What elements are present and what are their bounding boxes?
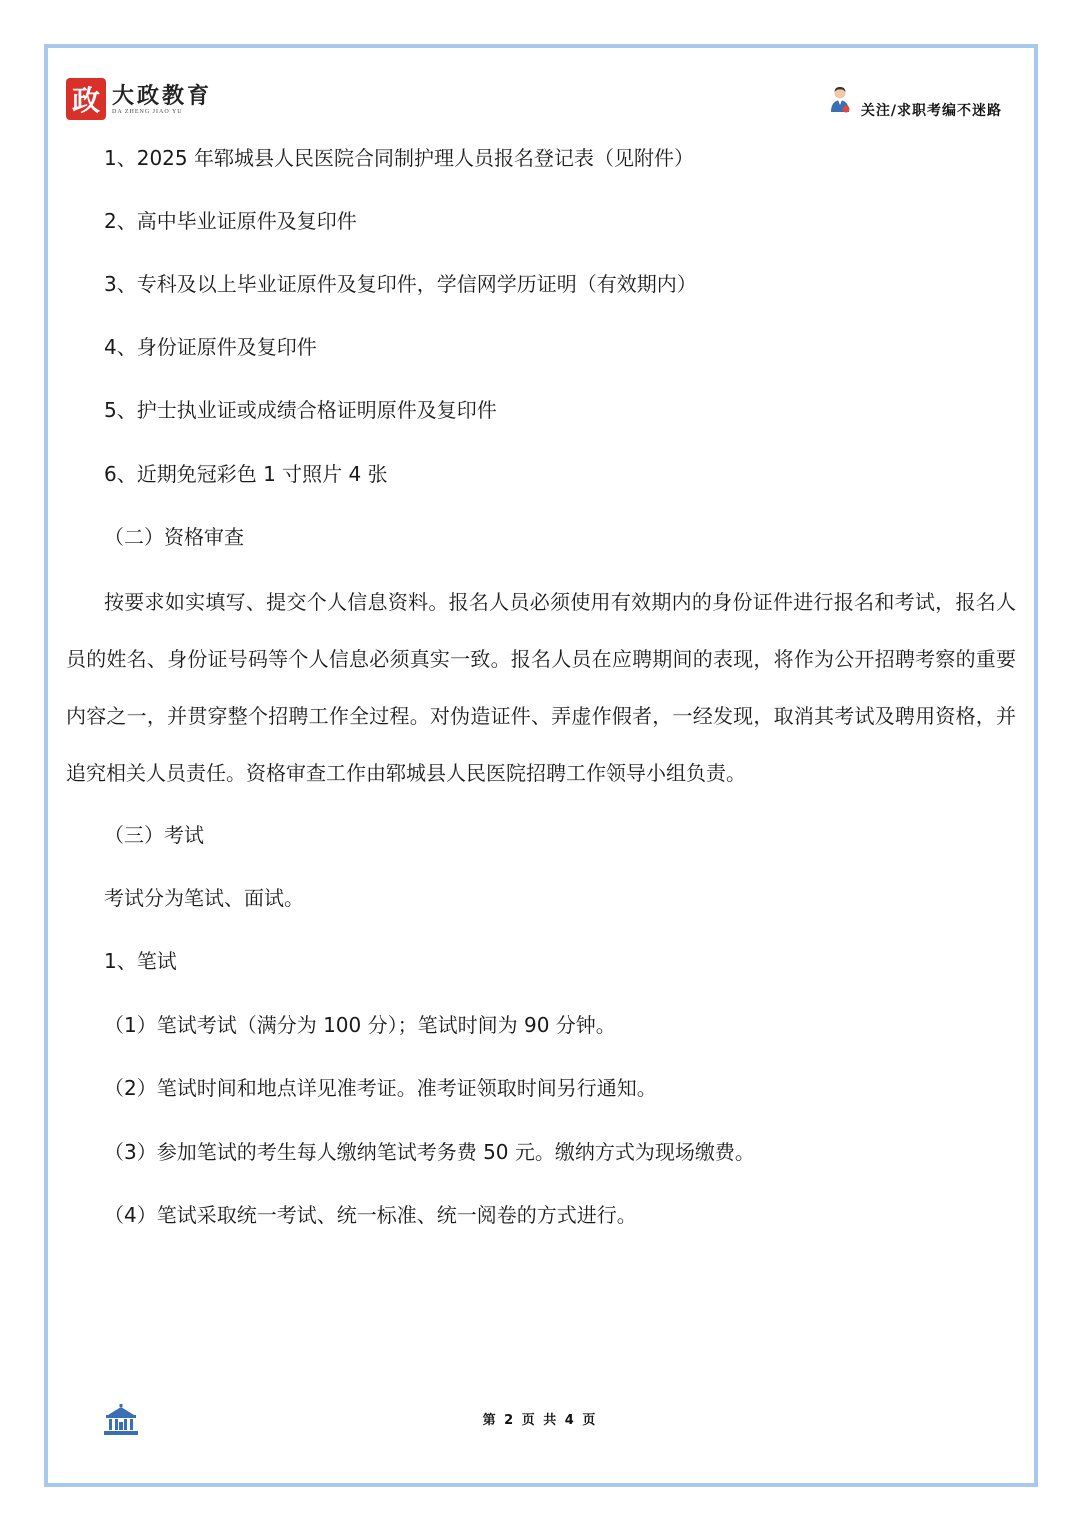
material-item: 1、2025 年郓城县人民医院合同制护理人员报名登记表（见附件） xyxy=(104,146,694,170)
brand-logo xyxy=(66,77,212,121)
written-exam-item: （3）参加笔试的考生每人缴纳笔试考务费 50 元。缴纳方式为现场缴费。 xyxy=(104,1140,755,1164)
qualification-paragraph: 按要求如实填写、提交个人信息资料。报名人员必须使用有效期内的身份证件进行报名和考试，报名人员的姓名、身份证号码等个人信息必须真实一致。报名人员在应聘期间的表现，将作为公开招聘考察的重要内容之一，并贯穿整个招聘工作全过程。对伪造证件、弄虚作假者，一经发现，取消其考试及聘用资格，并追究相关人员责任。资格审查工作由郓城县人民医院招聘工作领导小组负责。 xyxy=(66,590,1016,785)
header-slogan-area xyxy=(829,92,1002,120)
material-item: 2、高中毕业证原件及复印件 xyxy=(104,209,357,233)
section-heading-qualification: （二）资格审查 xyxy=(104,525,244,549)
written-exam-heading: 1、笔试 xyxy=(104,949,177,973)
section-heading-exam: （三）考试 xyxy=(104,823,204,847)
logo-char: 政 xyxy=(71,84,101,117)
material-item: 5、护士执业证或成绩合格证明原件及复印件 xyxy=(104,398,497,422)
slogan-text: 关注/求职考编不迷路 xyxy=(860,103,1002,119)
logo-mark xyxy=(66,78,106,120)
page-number: 第 2 页 共 4 页 xyxy=(482,1413,598,1428)
written-exam-item: （4）笔试采取统一考试、统一标准、统一阅卷的方式进行。 xyxy=(104,1203,637,1227)
written-exam-item: （2）笔试时间和地点详见准考证。准考证领取时间另行通知。 xyxy=(104,1076,657,1100)
exam-intro: 考试分为笔试、面试。 xyxy=(104,886,304,910)
material-item: 6、近期免冠彩色 1 寸照片 4 张 xyxy=(104,462,388,486)
material-item: 4、身份证原件及复印件 xyxy=(104,335,317,359)
logo-name: 大政教育 xyxy=(112,82,213,109)
user-avatar-icon xyxy=(829,86,851,114)
logo-subtitle: DA ZHENG JIAO YU xyxy=(112,108,183,115)
material-item: 3、专科及以上毕业证原件及复印件，学信网学历证明（有效期内） xyxy=(104,272,697,296)
written-exam-item: （1）笔试考试（满分为 100 分）；笔试时间为 90 分钟。 xyxy=(104,1013,616,1037)
